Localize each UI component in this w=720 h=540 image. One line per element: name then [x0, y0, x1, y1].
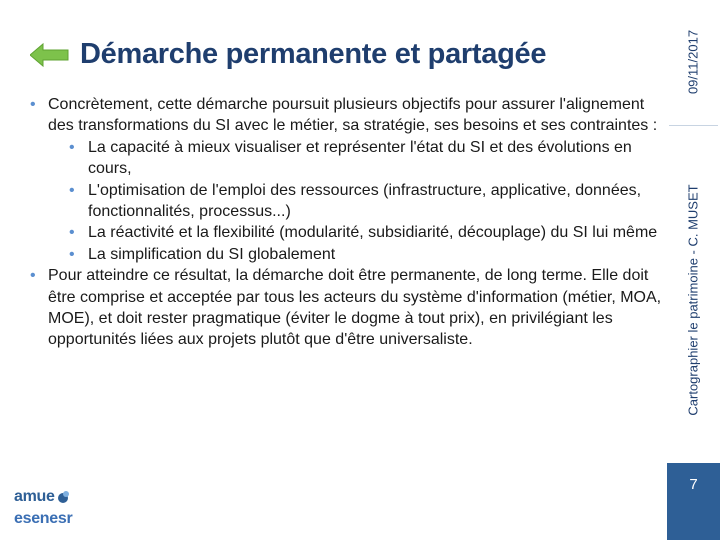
content-body [26, 94, 672, 351]
slide-date: 09/11/2017 [685, 29, 701, 95]
back-arrow-icon[interactable] [30, 42, 70, 68]
sub-bullet-item: • La capacité à mieux visualiser et représenter l'état du SI et des évolutions en cours, [46, 137, 672, 180]
title-bar [30, 38, 546, 71]
esen-logo-text: esenesr [14, 510, 73, 527]
bullet-item: • Concrètement, cette démarche poursuit plusieurs objectifs pour assurer l'alignement des transformations du SI avec le métier, sa stratégie, ses besoins et ses contraintes : [26, 94, 672, 137]
slide-footer-author: Cartographier le patrimoine - C. MUSET [685, 184, 701, 416]
sub-bullet-item: • La réactivité et la flexibilité (modularité, subsidiarité, découplage) du SI lui même [46, 222, 672, 243]
amue-logo [14, 488, 71, 506]
sub-bullet-item: • L'optimisation de l'emploi des ressources (infrastructure, applicative, données, fonctionnalités, processus...) [46, 180, 672, 223]
bullet-item: • Pour atteindre ce résultat, la démarche doit être permanente, de long terme. Elle doit être comprise et acceptée par tous les acteurs du système d'information (métier, MOA, MOE), et doit rester pragmatique (éviter le dogme à tout prix), en privilégiant les opportunités liées aux projets plutôt que d'être universaliste. [26, 265, 672, 351]
esenesr-logo [14, 510, 72, 528]
sub-bullet-item: • La simplification du SI globalement [46, 244, 672, 265]
amue-logo-text: amue [14, 488, 55, 505]
page-title: Démarche permanente et partagée [80, 38, 547, 70]
sidebar-divider [669, 125, 718, 126]
page-number: 7 [689, 476, 698, 493]
amue-logo-icon [55, 489, 71, 505]
